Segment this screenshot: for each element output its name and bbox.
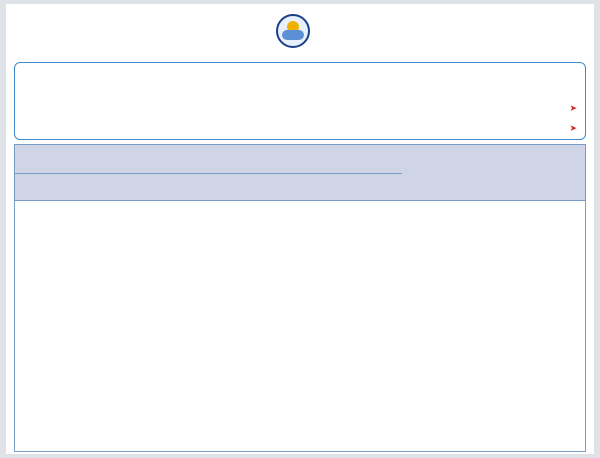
authority-logo-icon: [276, 14, 310, 48]
arrow-icon: ➤: [569, 104, 577, 114]
bulletin-title: [106, 12, 276, 18]
mediterranean-sea-state: [569, 103, 577, 115]
table-header: [15, 145, 585, 201]
bulletin-header: [6, 4, 594, 64]
weather-bulletin: [6, 4, 594, 454]
arrow-icon: ➤: [569, 124, 577, 134]
forecast-description-box: [14, 62, 586, 140]
forecast-table: [14, 144, 586, 452]
red-sea-state: [569, 123, 577, 135]
